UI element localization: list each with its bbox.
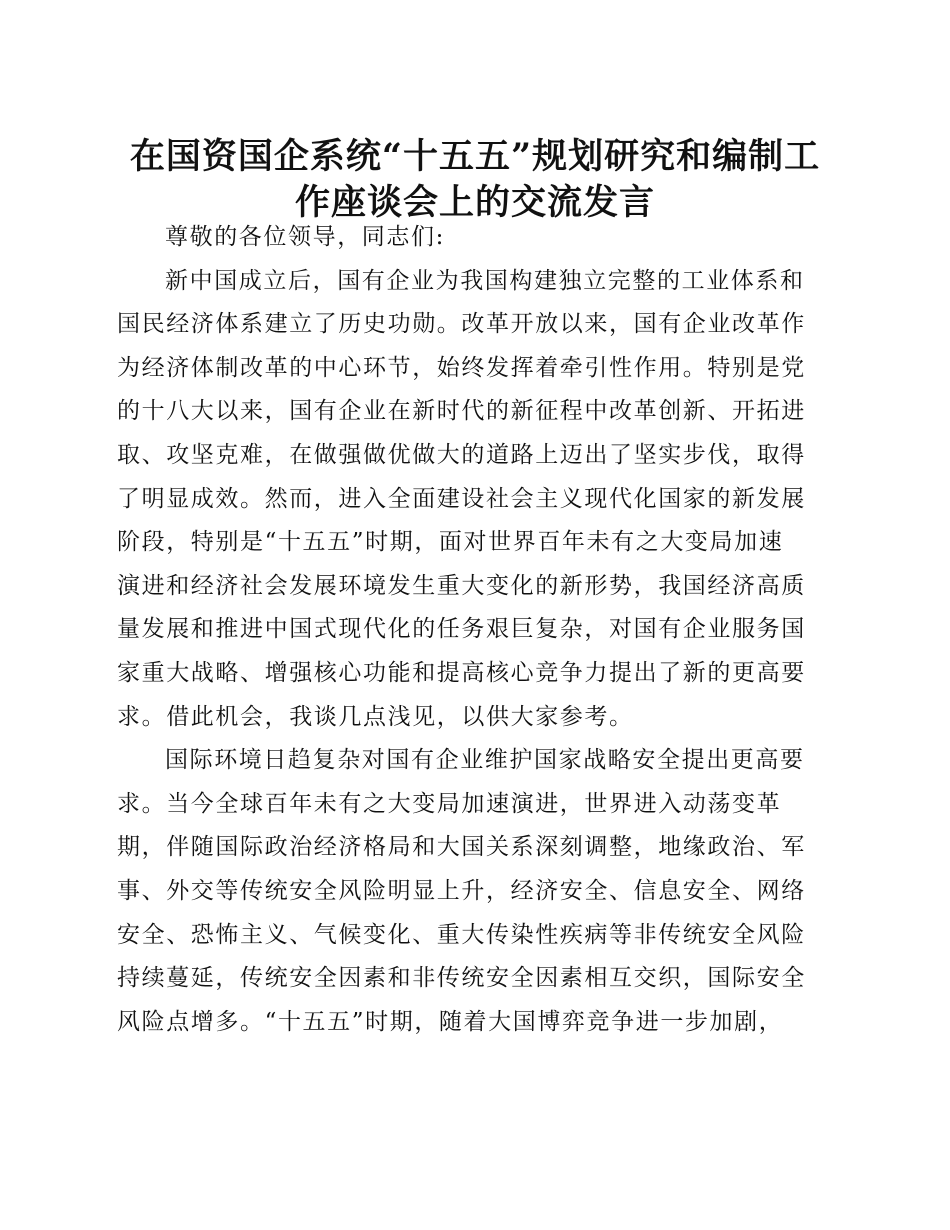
document-body <box>117 216 813 1044</box>
paragraph-line: 国际环境日趋复杂对国有企业维护国家战略安全提出更高要 <box>165 747 805 774</box>
paragraph-line: 了明显成效。然而，进入全面建设社会主义现代化国家的新发展 <box>117 485 806 512</box>
paragraph-line: 安全、恐怖主义、气候变化、重大传染性疾病等非传统安全风险 <box>117 921 806 948</box>
paragraph-1 <box>117 260 813 740</box>
paragraph-line: 取、攻坚克难，在做强做优做大的道路上迈出了坚实步伐，取得 <box>117 441 806 468</box>
paragraph-line: 的十八大以来，国有企业在新时代的新征程中改革创新、开拓进 <box>117 398 806 425</box>
paragraph-line: 家重大战略、增强核心功能和提高核心竞争力提出了新的更高要 <box>117 659 806 686</box>
paragraph-line: 演进和经济社会发展环境发生重大变化的新形势，我国经济高质 <box>117 572 806 599</box>
paragraph-line: 求。当今全球百年未有之大变局加速演进，世界进入动荡变革 <box>117 790 782 817</box>
title-line-2: 作座谈会上的交流发言 <box>294 182 655 223</box>
paragraph-line: 求。借此机会，我谈几点浅见，以供大家参考。 <box>117 703 634 730</box>
paragraph-line: 为经济体制改革的中心环节，始终发挥着牵引性作用。特别是党 <box>117 354 806 381</box>
paragraph-line: 阶段，特别是“十五五”时期，面对世界百年未有之大变局加速 <box>117 529 784 556</box>
paragraph-line: 风险点增多。“十五五”时期，随着大国博弈竞争进一步加剧， <box>117 1008 784 1035</box>
title-line-1: 在国资国企系统“十五五”规划研究和编制工 <box>129 136 821 177</box>
document-title <box>105 134 845 226</box>
paragraph-line: 事、外交等传统安全风险明显上升，经济安全、信息安全、网络 <box>117 877 806 904</box>
paragraph-line: 量发展和推进中国式现代化的任务艰巨复杂，对国有企业服务国 <box>117 616 806 643</box>
paragraph-line: 期，伴随国际政治经济格局和大国关系深刻调整，地缘政治、军 <box>117 834 806 861</box>
paragraph-2 <box>117 739 813 1044</box>
paragraph-line: 持续蔓延，传统安全因素和非传统安全因素相互交织，国际安全 <box>117 965 806 992</box>
paragraph-line: 新中国成立后，国有企业为我国构建独立完整的工业体系和 <box>165 267 805 294</box>
greeting: 尊敬的各位领导，同志们: <box>165 224 445 250</box>
paragraph-line: 国民经济体系建立了历史功勋。改革开放以来，国有企业改革作 <box>117 311 806 338</box>
